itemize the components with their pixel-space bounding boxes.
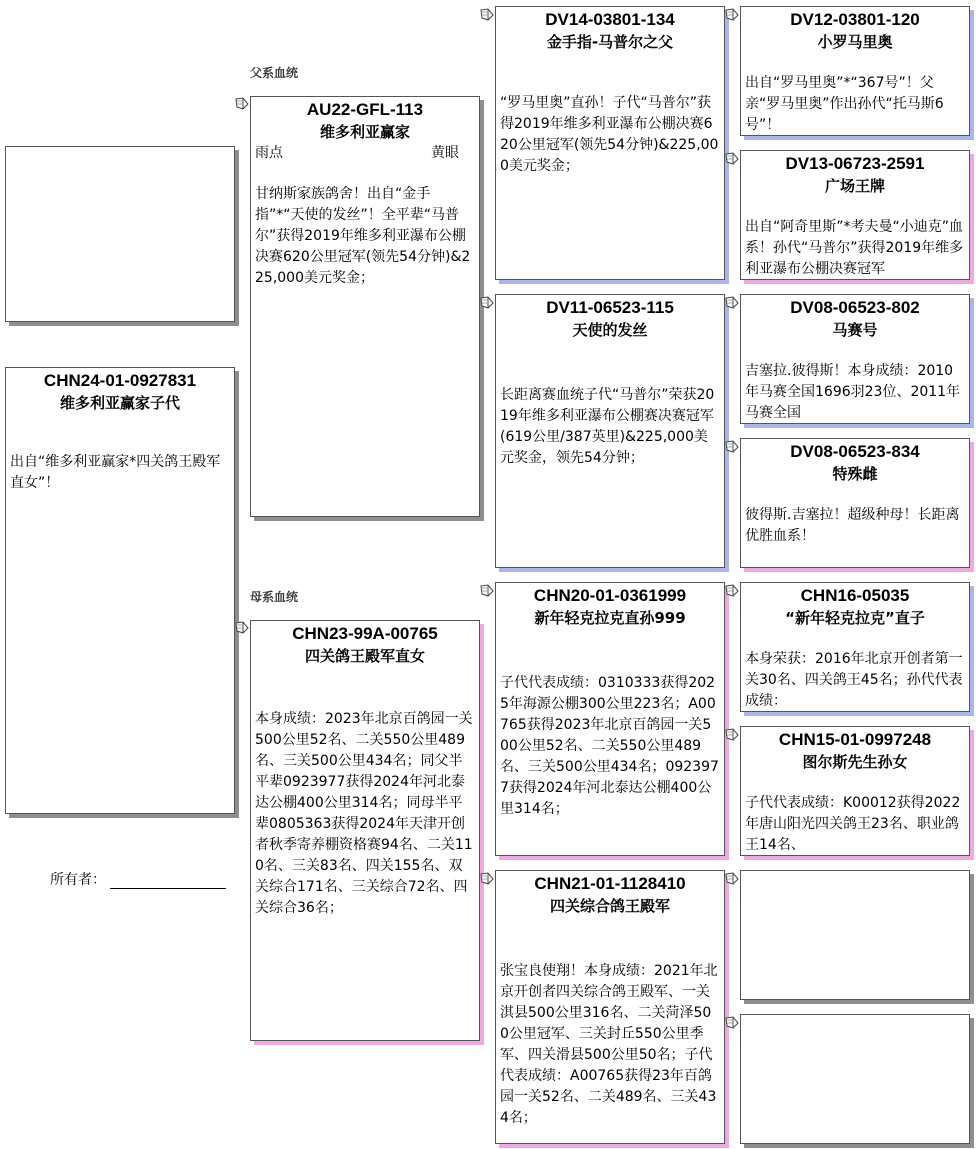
dd-sire-card [740, 870, 970, 1000]
sd-sire-ring-number: DV08-06523-802 [790, 298, 920, 317]
dam-sire-card [495, 582, 725, 856]
ds-dam-ring-number: CHN15-01-0997248 [778, 730, 932, 749]
ds-sire-ring-number: CHN16-05035 [800, 586, 910, 605]
sire-color: 雨点 [255, 145, 283, 161]
ss-dam-description: 出自“阿奇里斯”*考夫曼“小迪克”血系！孙代“马普尔”获得2019年维多利亚瀑布公棚决赛冠军 [745, 219, 964, 277]
sire-sire-card [495, 6, 725, 280]
sire-dam-card [495, 294, 725, 568]
ds-sire-name: “新年轻克拉克”直子 [785, 609, 925, 627]
dam-name: 四关鸽王殿军直女 [304, 647, 425, 665]
sire-attributes [251, 143, 479, 164]
dam-card [250, 620, 480, 1041]
sd-dam-description: 彼得斯.吉塞拉！超级种母！长距离优胜血系！ [745, 507, 960, 544]
sire-sire-description: “罗马里奥”直孙！子代“马普尔”获得2019年维多利亚瀑布公棚决赛620公里冠军(领先54分钟)&225,000美元奖金； [500, 95, 719, 174]
flag-icon [724, 584, 740, 598]
sire-sire-name: 金手指-马普尔之父 [546, 33, 674, 51]
sire-name: 维多利亚赢家 [319, 123, 410, 141]
sd-sire-card [740, 294, 970, 424]
sd-sire-name: 马赛号 [832, 321, 878, 339]
sire-line-label: 父系血统 [250, 66, 299, 80]
ds-dam-name: 图尔斯先生孙女 [802, 753, 908, 771]
sd-sire-description: 吉塞拉.彼得斯！本身成绩：2010年马赛全国1696羽23位、2011年马赛全国 [745, 363, 961, 421]
dam-sire-description: 子代代表成绩：0310333获得2025年海源公棚300公里223名；A00765获得2023年北京百鸽园一关500公里52名、二关550公里489名、三关500公里434名；0923977获得2024年河北泰达公棚400公里314名； [500, 675, 719, 817]
subject-name: 维多利亚赢家子代 [59, 394, 180, 412]
sire-card [250, 96, 480, 517]
dam-line-label: 母系血统 [250, 590, 299, 604]
sire-sire-ring-number: DV14-03801-134 [545, 10, 675, 29]
ds-sire-description: 本身荣获：2016年北京开创者第一关30名、四关鸽王45名；孙代代表成绩： [745, 651, 963, 709]
dam-dam-name: 四关综合鸽王殿军 [549, 897, 670, 915]
flag-icon [234, 97, 250, 111]
flag-icon [479, 872, 495, 886]
dam-dam-ring-number: CHN21-01-1128410 [534, 874, 686, 893]
dam-ring-number: CHN23-99A-00765 [292, 624, 438, 643]
flag-icon [234, 621, 250, 635]
flag-icon [479, 8, 495, 22]
flag-icon [724, 1016, 740, 1030]
dam-sire-name: 新年轻克拉克直孙999 [534, 609, 686, 627]
flag-icon [724, 8, 740, 22]
dam-dam-description: 张宝良使翔！本身成绩：2021年北京开创者四关综合鸽王殿军、一关淇县500公里316名、二关菏泽500公里冠军、三关封丘550公里季军、四关滑县500公里50名；子代代表成绩：A00765获得23年百鸽园一关52名、二关489名、三关434名； [500, 963, 718, 1126]
flag-icon [479, 584, 495, 598]
ss-sire-name: 小罗马里奥 [817, 33, 893, 51]
flag-icon [724, 728, 740, 742]
dam-sire-ring-number: CHN20-01-0361999 [533, 586, 687, 605]
sire-eye: 黄眼 [431, 145, 459, 161]
sire-description: 甘纳斯家族鸽舍！出自“金手指”*“天使的发丝”！全平辈“马普尔”获得2019年维多利亚瀑布公棚决赛620公里冠军(领先54分钟)&225,000美元奖金； [255, 186, 471, 286]
subject-ring-number: CHN24-01-0927831 [43, 371, 197, 390]
ds-dam-card [740, 726, 970, 856]
sd-dam-name: 特殊雌 [832, 465, 878, 483]
ss-sire-card [740, 6, 970, 136]
ss-dam-card [740, 150, 970, 280]
sd-dam-card [740, 438, 970, 568]
flag-icon [724, 296, 740, 310]
ss-sire-ring-number: DV12-03801-120 [790, 10, 920, 29]
ss-dam-ring-number: DV13-06723-2591 [785, 154, 925, 173]
flag-icon [724, 440, 740, 454]
sire-dam-description: 长距离赛血统子代“马普尔”荣获2019年维多利亚瀑布公棚赛决赛冠军(619公里/387英里)&225,000美元奖金，领先54分钟； [500, 387, 715, 466]
sd-dam-ring-number: DV08-06523-834 [790, 442, 920, 461]
ss-dam-name: 广场王牌 [824, 177, 885, 195]
dam-dam-card [495, 870, 725, 1144]
subject-card [5, 367, 235, 814]
dam-description: 本身成绩：2023年北京百鸽园一关500公里52名、二关550公里489名、三关500公里434名；同父半平辈0923977获得2024年河北泰达公棚400公里314名；同母半平辈0805363获得2024年天津开创者秋季寄养棚资格赛94名、二关110名、三关83名、四关155名、双关综合171名、三关综合72名、四关综合36名； [255, 711, 473, 916]
owner-label: 所有者： [50, 872, 106, 888]
sire-dam-ring-number: DV11-06523-115 [546, 298, 674, 317]
dd-dam-card [740, 1014, 970, 1144]
flag-icon [724, 872, 740, 886]
photo-placeholder [5, 146, 235, 322]
owner-blank [110, 872, 226, 889]
ss-sire-description: 出自“罗马里奥”*“367号”！父亲“罗马里奥”作出孙代“托马斯6号”！ [745, 75, 944, 133]
owner-field [50, 869, 226, 889]
subject-description: 出自“维多利亚赢家*四关鸽王殿军直女”！ [10, 454, 221, 491]
flag-icon [479, 296, 495, 310]
flag-icon [724, 152, 740, 166]
ds-dam-description: 子代代表成绩：K00012获得2022年唐山阳光四关鸽王23名、职业鸽王14名、 [745, 795, 961, 853]
ds-sire-card [740, 582, 970, 712]
sire-ring-number: AU22-GFL-113 [306, 100, 424, 119]
sire-dam-name: 天使的发丝 [572, 321, 648, 339]
